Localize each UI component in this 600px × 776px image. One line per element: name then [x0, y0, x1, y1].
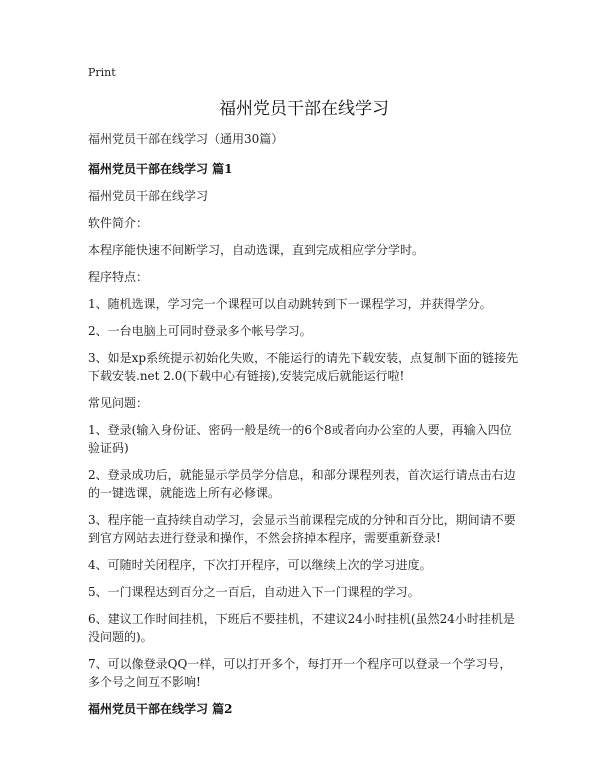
paragraph: 1、登录(输入身份证、密码一般是统一的6个8或者向办公室的人要，再输入四位验证码): [88, 423, 512, 455]
document-title: 福州党员干部在线学习: [219, 99, 389, 119]
paragraph: 6、建议工作时间挂机，下班后不要挂机，不建议24小时挂机(虽然24小时挂机是没问题的)。: [88, 612, 515, 644]
paragraph: 3、如是xp系统提示初始化失败，不能运行的请先下载安装，点复制下面的链接先下载安装.net 2.0(下载中心有链接),安装完成后就能运行啦!: [88, 351, 519, 383]
paragraph: 3、程序能一直持续自动学习，会显示当前课程完成的分钟和百分比，期间请不要到官方网站去进行登录和操作，不然会挤掉本程序，需要重新登录!: [88, 513, 516, 545]
document-page: [88, 66, 520, 727]
paragraph: 7、可以像登录QQ一样，可以打开多个，每打开一个程序可以登录一个学习号，多个号之间互不影响!: [88, 657, 512, 689]
paragraph: 福州党员干部在线学习: [88, 189, 209, 203]
document-subtitle: 福州党员干部在线学习（通用30篇）: [88, 132, 284, 146]
print-label[interactable]: Print: [88, 66, 116, 79]
paragraph: 2、登录成功后，就能显示学员学分信息，和部分课程列表，首次运行请点击右边的一键选课，就能选上所有必修课。: [88, 468, 516, 500]
paragraph: 1、随机选课，学习完一个课程可以自动跳转到下一课程学习，并获得学分。: [88, 297, 492, 311]
paragraph: 程序特点：: [88, 270, 149, 284]
paragraph: 4、可随时关闭程序，下次打开程序，可以继续上次的学习进度。: [88, 558, 432, 572]
paragraph: 常见问题：: [88, 396, 149, 410]
section-heading-2: 福州党员干部在线学习 篇2: [88, 702, 233, 716]
paragraph: 5、一门课程达到百分之一百后，自动进入下一门课程的学习。: [88, 585, 420, 599]
paragraph: 软件简介：: [88, 216, 149, 230]
paragraph: 2、一台电脑上可同时登录多个帐号学习。: [88, 324, 312, 338]
section-heading-1: 福州党员干部在线学习 篇1: [88, 162, 233, 176]
paragraph: 本程序能快速不间断学习，自动选课，直到完成相应学分学时。: [88, 243, 425, 257]
